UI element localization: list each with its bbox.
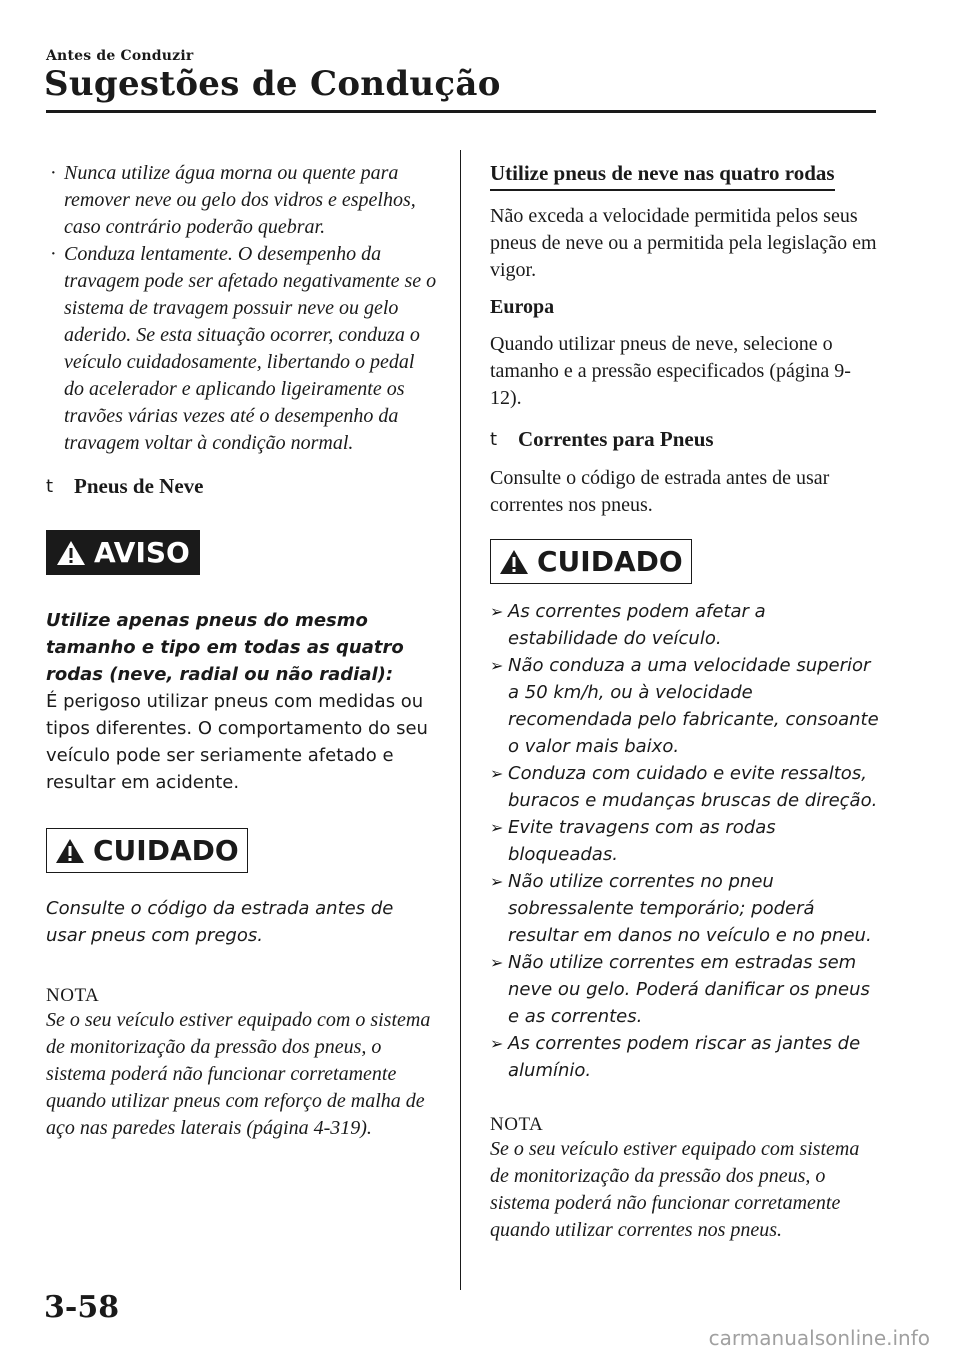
europa-label: Europa <box>490 296 555 318</box>
chains-text: Consulte o código de estrada antes de usar correntes nos pneus. <box>490 467 830 516</box>
caution-label: CUIDADO <box>93 834 239 867</box>
note-label: NOTA <box>490 1114 544 1135</box>
paragraph: Não exceda a velocidade permitida pelos seus pneus de neve ou a permitida pela legislação em vigor. <box>490 205 877 281</box>
note-block <box>46 985 438 1142</box>
bullet-list <box>46 160 438 457</box>
left-column <box>46 160 438 1142</box>
warning-triangle-icon <box>56 539 86 567</box>
caution-text: Consulte o código da estrada antes de usar pneus com pregos. <box>46 898 394 946</box>
arrow-icon: ➢ <box>490 872 504 891</box>
subheading-snow-tires <box>46 473 438 500</box>
caution-list <box>490 598 880 1084</box>
warning-heading: Utilize apenas pneus do mesmo tamanho e tipo em todas as quatro rodas (neve, radial ou não radial): <box>46 610 404 685</box>
list-item <box>46 241 438 457</box>
section-label: Antes de Conduzir <box>46 48 194 64</box>
subheading-text: Pneus de Neve <box>74 474 204 498</box>
caution-badge <box>46 828 248 873</box>
subheading-tire-chains <box>490 426 880 453</box>
section-heading: Utilize pneus de neve nas quatro rodas <box>490 160 835 191</box>
bullet-dot-icon: · <box>50 162 57 184</box>
warning-text: É perigoso utilizar pneus com medidas ou tipos diferentes. O comportamento do seu veículo pode ser seriamente afetado e resultar em acidente. <box>46 691 428 793</box>
note-label: NOTA <box>46 985 100 1006</box>
watermark[interactable]: carmanualsonline.info <box>708 1326 930 1350</box>
caution-block <box>46 828 438 949</box>
list-item-text: As correntes podem afetar a estabilidade do veículo. <box>508 601 766 649</box>
warning-block <box>46 530 438 796</box>
page-number: 3-58 <box>44 1290 120 1325</box>
warning-badge <box>46 530 200 575</box>
arrow-icon: ➢ <box>490 953 504 972</box>
list-item <box>490 949 880 1030</box>
list-item <box>490 598 880 652</box>
europa-text: Quando utilizar pneus de neve, selecione o tamanho e a pressão especificados (página 9-12). <box>490 333 851 409</box>
arrow-icon: ➢ <box>490 1034 504 1053</box>
bullet-text: Nunca utilize água morna ou quente para remover neve ou gelo dos vidros e espelhos, caso contrário poderão quebrar. <box>64 162 416 238</box>
arrow-icon: ➢ <box>490 602 504 621</box>
caution-triangle-icon <box>499 548 529 576</box>
bullet-dot-icon: · <box>50 243 57 265</box>
arrow-icon: ➢ <box>490 764 504 783</box>
note-text: Se o seu veículo estiver equipado com sistema de monitorização da pressão dos pneus, o sistema poderá não funcionar corretamente quando utilizar correntes nos pneus. <box>490 1138 860 1241</box>
arrow-icon: ➢ <box>490 656 504 675</box>
section-marker-icon: t <box>490 429 498 450</box>
warning-label: AVISO <box>94 536 190 569</box>
list-item <box>490 1030 880 1084</box>
list-item <box>46 160 438 241</box>
note-block <box>490 1114 880 1244</box>
caution-label: CUIDADO <box>537 545 683 578</box>
caution-triangle-icon <box>55 837 85 865</box>
list-item-text: Evite travagens com as rodas bloqueadas. <box>508 817 776 865</box>
list-item <box>490 652 880 760</box>
caution-badge <box>490 539 692 584</box>
bullet-text: Conduza lentamente. O desempenho da travagem pode ser afetado negativamente se o sistema de travagem possuir neve ou gelo aderido. Se esta situação ocorrer, conduza o veículo cuidadosamente, libertando o pedal do acelerador e aplicando ligeiramente os travões várias vezes até o desempenho da travagem voltar à condição normal. <box>64 243 437 454</box>
header-divider <box>46 110 876 113</box>
subheading-text: Correntes para Pneus <box>518 427 714 451</box>
section-marker-icon: t <box>46 476 54 497</box>
column-divider <box>460 150 461 1290</box>
page-title: Sugestões de Condução <box>44 64 501 104</box>
list-item-text: Não utilize correntes em estradas sem neve ou gelo. Poderá danificar os pneus e as correntes. <box>508 952 870 1027</box>
list-item-text: As correntes podem riscar as jantes de alumínio. <box>508 1033 861 1081</box>
note-text: Se o seu veículo estiver equipado com o sistema de monitorização da pressão dos pneus, o sistema poderá não funcionar corretamente quando utilizar pneus com reforço de malha de aço nas paredes laterais (página 4-319). <box>46 1009 431 1139</box>
list-item-text: Conduza com cuidado e evite ressaltos, buracos e mudanças bruscas de direção. <box>508 763 878 811</box>
caution-block <box>490 539 880 1084</box>
list-item-text: Não conduza a uma velocidade superior a 50 km/h, ou à velocidade recomendada pelo fabricante, consoante o valor mais baixo. <box>508 655 879 757</box>
arrow-icon: ➢ <box>490 818 504 837</box>
list-item <box>490 760 880 814</box>
right-column <box>490 160 880 1244</box>
list-item <box>490 868 880 949</box>
list-item-text: Não utilize correntes no pneu sobressalente temporário; poderá resultar em danos no veículo e no pneu. <box>508 871 872 946</box>
list-item <box>490 814 880 868</box>
